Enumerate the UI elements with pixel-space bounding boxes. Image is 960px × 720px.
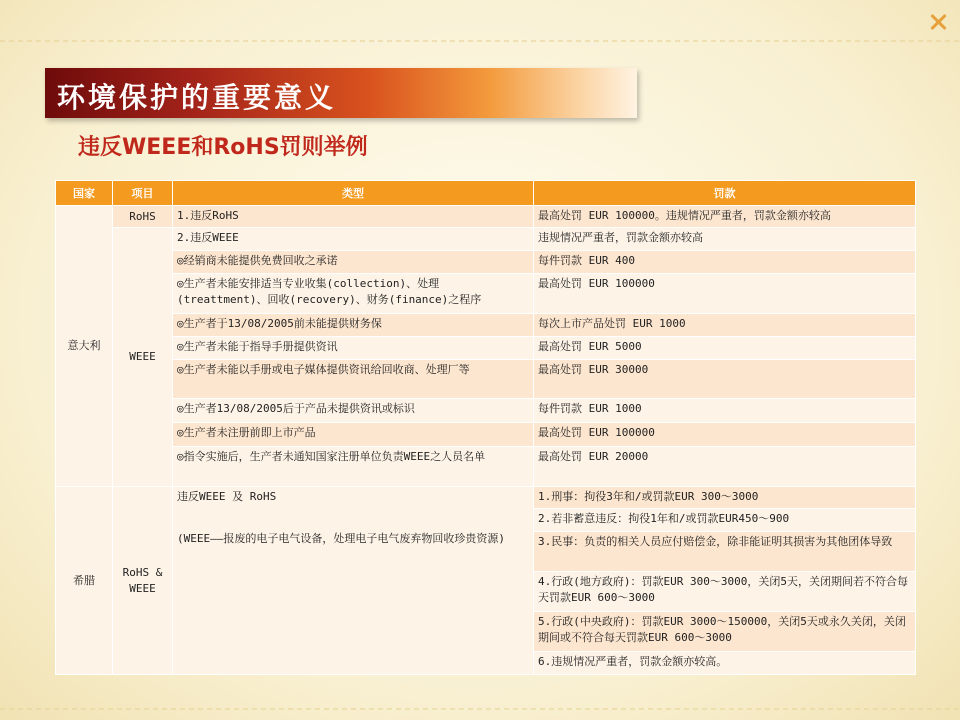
- penalty-cell: 1.刑事：拘役3年和/或罚款EUR 300～3000: [534, 487, 916, 509]
- item-cell-weee: WEEE: [113, 228, 173, 487]
- penalty-cell: 每次上市产品处罚 EUR 1000: [534, 314, 916, 337]
- type-line: (WEEE——报废的电子电气设备，处理电子电气废弃物回收珍贵资源): [177, 532, 505, 545]
- table-header-row: [56, 181, 916, 206]
- type-cell: ◎指令实施后，生产者未通知国家注册单位负责WEEE之人员名单: [173, 447, 534, 487]
- decor-stripe: [0, 40, 960, 42]
- table-row: [56, 360, 916, 399]
- penalty-cell: 最高处罚 EUR 5000: [534, 337, 916, 360]
- country-cell-italy: 意大利: [56, 206, 113, 487]
- table-row: [56, 228, 916, 251]
- penalty-cell: 2.若非蓄意违反：拘役1年和/或罚款EUR450～900: [534, 509, 916, 532]
- table-row: [56, 447, 916, 487]
- penalty-cell: 每件罚款 EUR 1000: [534, 399, 916, 423]
- decor-x-icon: [928, 12, 948, 32]
- slide-title-bar: [45, 68, 637, 118]
- header-country: 国家: [56, 181, 113, 206]
- item-cell-rohs-weee: RoHS & WEEE: [113, 487, 173, 675]
- type-cell: 1.违反RoHS: [173, 206, 534, 228]
- penalty-cell: 最高处罚 EUR 20000: [534, 447, 916, 487]
- type-cell: 2.违反WEEE: [173, 228, 534, 251]
- penalty-cell: 每件罚款 EUR 400: [534, 251, 916, 274]
- type-cell: ◎生产者未能安排适当专业收集(collection)、处理(treattment)、回收(recovery)、财务(finance)之程序: [173, 274, 534, 314]
- table-row: [56, 206, 916, 228]
- type-cell: ◎生产者未注册前即上市产品: [173, 423, 534, 447]
- table-row: [56, 337, 916, 360]
- penalty-cell: 最高处罚 EUR 100000: [534, 423, 916, 447]
- table-row: [56, 399, 916, 423]
- penalty-cell: 最高处罚 EUR 100000。违规情况严重者，罚款金额亦较高: [534, 206, 916, 228]
- table-row: [56, 487, 916, 509]
- type-line: 违反WEEE 及 RoHS: [177, 490, 277, 503]
- header-item: 项目: [113, 181, 173, 206]
- header-type: 类型: [173, 181, 534, 206]
- penalty-cell: 3.民事：负责的相关人员应付赔偿金，除非能证明其损害为其他团体导致: [534, 532, 916, 572]
- table-row: [56, 314, 916, 337]
- type-cell: ◎生产者未能于指导手册提供资讯: [173, 337, 534, 360]
- penalty-cell: 6.违规情况严重者，罚款金额亦较高。: [534, 652, 916, 675]
- table-row: [56, 423, 916, 447]
- decor-stripe: [0, 708, 960, 710]
- item-cell-rohs: RoHS: [113, 206, 173, 228]
- header-penalty: 罚款: [534, 181, 916, 206]
- penalty-table: [55, 180, 916, 675]
- penalty-cell: 5.行政(中央政府)：罚款EUR 3000～150000，关闭5天或永久关闭，关闭期间或不符合每天罚款EUR 600～3000: [534, 612, 916, 652]
- type-cell-greece: [173, 487, 534, 675]
- type-cell: ◎生产者于13/08/2005前未能提供财务保: [173, 314, 534, 337]
- table-row: [56, 251, 916, 274]
- country-cell-greece: 希腊: [56, 487, 113, 675]
- penalty-cell: 违规情况严重者，罚款金额亦较高: [534, 228, 916, 251]
- penalty-cell: 最高处罚 EUR 100000: [534, 274, 916, 314]
- type-cell: ◎经销商未能提供免费回收之承诺: [173, 251, 534, 274]
- type-cell: ◎生产者未能以手册或电子媒体提供资讯给回收商、处理厂等: [173, 360, 534, 399]
- slide-title: 环境保护的重要意义: [57, 81, 337, 114]
- penalty-cell: 最高处罚 EUR 30000: [534, 360, 916, 399]
- slide-subtitle: 违反WEEE和RoHS罚则举例: [78, 135, 368, 160]
- penalty-cell: 4.行政(地方政府)：罚款EUR 300～3000，关闭5天，关闭期间若不符合每天罚款EUR 600～3000: [534, 572, 916, 612]
- type-cell: ◎生产者13/08/2005后于产品未提供资讯或标识: [173, 399, 534, 423]
- table-row: [56, 274, 916, 314]
